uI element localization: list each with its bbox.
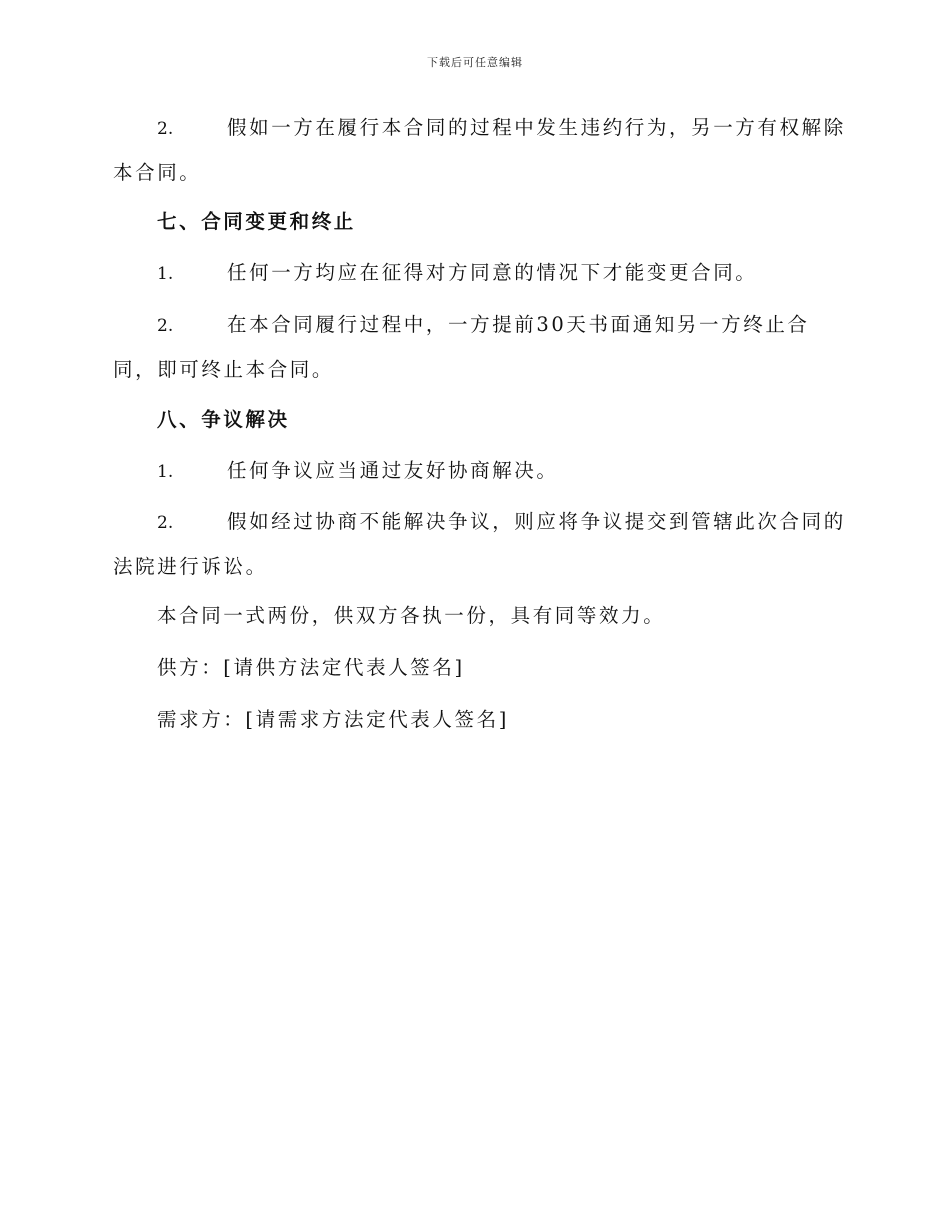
- section-7-title: 七、合同变更和终止: [157, 210, 356, 233]
- clause-text: 任何一方均应在征得对方同意的情况下才能变更合同。: [227, 261, 758, 284]
- section-8-title: 八、争议解决: [157, 408, 290, 431]
- clause-8-2-line2: 法院进行诉讼。: [113, 555, 268, 578]
- clause-8-1-line1: [113, 449, 835, 494]
- clause-text: 假如一方在履行本合同的过程中发生违约行为，另一方有权解除: [227, 116, 846, 139]
- clause-number: 2.: [157, 316, 174, 336]
- clause-7-2-line2: 同，即可终止本合同。: [113, 358, 335, 381]
- supplier-signature-block: [113, 646, 835, 689]
- clause-text: 假如经过协商不能解决争议，则应将争议提交到管辖此次合同的: [227, 510, 846, 533]
- clause-8-2: [113, 500, 846, 588]
- supplier-signature-line: 供方：[请供方法定代表人签名]: [157, 656, 465, 679]
- clause-8-2-line1: [113, 500, 846, 545]
- clause-number: 1.: [157, 264, 174, 284]
- section-8: [113, 398, 835, 441]
- clause-text: 在本合同履行过程中，一方提前30天书面通知另一方终止合: [227, 313, 810, 336]
- clause-7-2: [113, 303, 835, 391]
- buyer-signature-block: [113, 698, 835, 741]
- clause-number: 2.: [157, 513, 174, 533]
- section-7: [113, 200, 835, 243]
- buyer-signature-line: 需求方：[请需求方法定代表人签名]: [157, 708, 509, 731]
- clause-7-1: [113, 251, 835, 296]
- clause-number: 1.: [157, 462, 174, 482]
- clause-number: 2.: [157, 119, 174, 139]
- clause-7-1-line1: [113, 251, 835, 296]
- closing-statement-block: [113, 594, 835, 637]
- clause-text: 任何争议应当通过友好协商解决。: [227, 459, 559, 482]
- clause-6-2-line2: 本合同。: [113, 161, 202, 184]
- clause-8-1: [113, 449, 835, 494]
- closing-statement: 本合同一式两份，供双方各执一份，具有同等效力。: [157, 604, 666, 627]
- clause-6-2-line1: [113, 106, 846, 151]
- clause-7-2-line1: [113, 303, 835, 348]
- clause-6-2: [113, 106, 846, 194]
- page-header: 下载后可任意编辑: [427, 56, 523, 69]
